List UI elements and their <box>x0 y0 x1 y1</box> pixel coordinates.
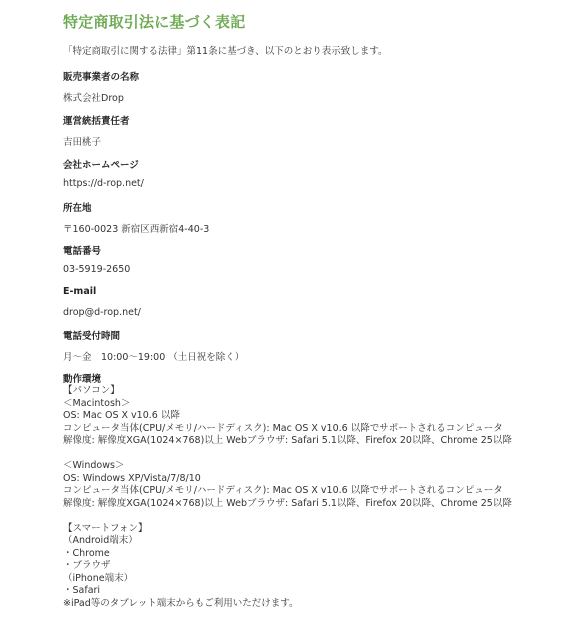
env-smartphone-heading: 【スマートフォン】 <box>63 522 148 534</box>
phone-label: 電話番号 <box>63 246 102 257</box>
env-spacer <box>63 510 512 523</box>
seller-name-value: 株式会社Drop <box>63 93 124 104</box>
env-spacer <box>63 448 512 461</box>
env-android-chrome: ・Chrome <box>63 547 110 559</box>
manager-label: 運営統括責任者 <box>63 116 130 127</box>
env-iphone-heading: （iPhone端末） <box>63 572 134 584</box>
env-windows-heading: ＜Windows＞ <box>63 460 125 471</box>
env-pc-heading: 【パソコン】 <box>63 385 120 396</box>
env-windows-resolution: 解像度: 解像度XGA(1024×768)以上 Webブラウザ: Safari 5.1以降、Firefox 20以降、Chrome 25以降 <box>63 497 512 509</box>
env-mac-hardware: コンピュータ当体(CPU/メモリ/ハードディスク): Mac OS X v10.6 以降でサポートされるコンピュータ <box>63 422 503 434</box>
env-windows-hardware: コンピュータ当体(CPU/メモリ/ハードディスク): Mac OS X v10.6 以降でサポートされるコンピュータ <box>63 485 503 496</box>
homepage-label: 会社ホームページ <box>63 160 139 171</box>
env-mac-resolution: 解像度: 解像度XGA(1024×768)以上 Webブラウザ: Safari 5.1以降、Firefox 20以降、Chrome 25以降 <box>63 435 512 446</box>
intro-text: 「特定商取引に関する法律」第11条に基づき、以下のとおり表示致します。 <box>63 46 388 57</box>
phone-hours-label: 電話受付時間 <box>63 331 121 342</box>
env-windows-os: OS: Windows XP/Vista/7/8/10 <box>63 472 201 484</box>
phone-value: 03-5919-2650 <box>63 264 131 275</box>
email-label: E-mail <box>63 286 97 297</box>
environment-details <box>63 385 512 610</box>
env-android-browser: ・ブラウザ <box>63 560 111 571</box>
env-mac-os: OS: Mac OS X v10.6 以降 <box>63 410 180 421</box>
email-value: drop@d-rop.net/ <box>63 307 141 318</box>
address-value: 〒160-0023 新宿区西新宿4-40-3 <box>63 224 210 235</box>
address-label: 所在地 <box>63 203 92 214</box>
homepage-value: https://d-rop.net/ <box>63 178 144 189</box>
env-iphone-safari: ・Safari <box>63 585 101 596</box>
page-title: 特定商取引法に基づく表記 <box>63 13 246 31</box>
env-android-heading: （Android端末） <box>63 535 138 546</box>
seller-name-label: 販売事業者の名称 <box>63 72 140 83</box>
manager-value: 吉田桃子 <box>63 137 102 148</box>
phone-hours-value: 月～金 10:00～19:00 （土日祝を除く） <box>63 352 245 363</box>
env-tablet-note: ※iPad等のタブレット端末からもご利用いただけます。 <box>63 597 299 609</box>
env-mac-heading: ＜Macintosh＞ <box>63 397 131 409</box>
environment-label: 動作環境 <box>63 374 102 385</box>
